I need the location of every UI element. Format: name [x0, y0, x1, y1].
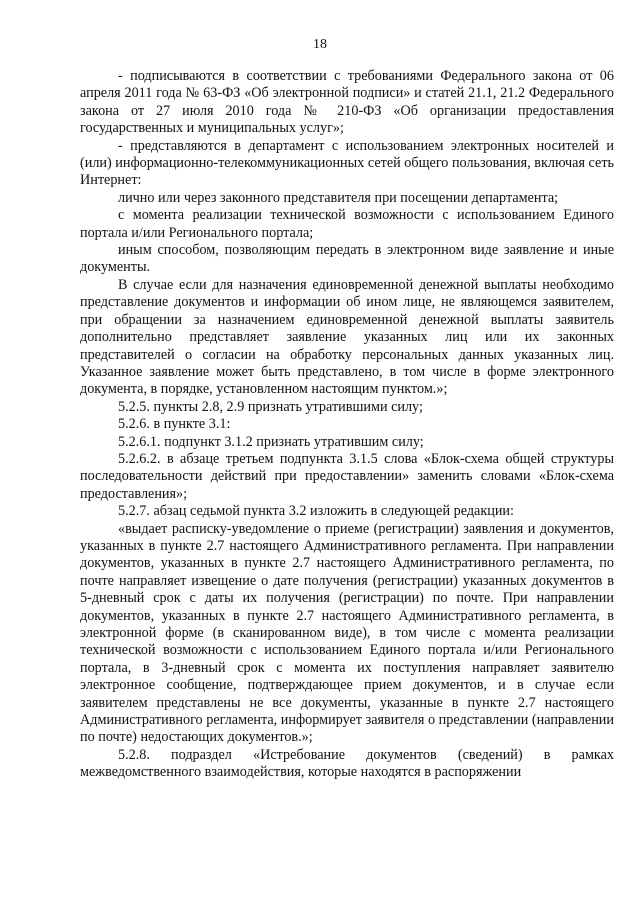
paragraph-5-2-5: 5.2.5. пункты 2.8, 2.9 признать утратившими силу; [118, 398, 423, 415]
paragraph-other-method: иным способом, позволяющим передать в электронном виде заявление и иные документы. [80, 242, 614, 276]
paragraph-5-2-7: 5.2.7. абзац седьмой пункта 3.2 изложить в следующей редакции: [118, 503, 514, 520]
paragraph-5-2-6: 5.2.6. в пункте 3.1: [118, 416, 231, 433]
paragraph-5-2-6-2: 5.2.6.2. в абзаце третьем подпункта 3.1.5 слова «Блок-схема общей структуры последовательности действий при предоставлении» заменить словами «Блок-схема предоставления»; [80, 450, 614, 502]
paragraph-consent: В случае если для назначения единовременной денежной выплаты необходимо представление документов и информации об ином лице, не являющемся заявителем, при обращении за назначением единовременной денежной выплаты заявитель дополнительно представляет заявление указанных лиц или их законных представителей о согласии на обработку персональных данных указанных лиц. Указанное заявление может быть представлено, в том числе в форме электронного документа, в порядке, установленном настоящим пунктом.»; [80, 276, 614, 398]
paragraph-in-person: лично или через законного представителя при посещении департамента; [118, 189, 559, 206]
paragraph-submission-channels: - представляются в департамент с использованием электронных носителей и (или) информационно-телекоммуникационных сетей общего пользования, включая сеть Интернет: [80, 137, 614, 189]
paragraph-signature: - подписываются в соответствии с требованиями Федерального закона от 06 апреля 2011 года № 63-ФЗ «Об электронной подписи» и статей 21.1, 21.2 Федерального закона от 27 июля 2010 года № 210-ФЗ «Об организации предоставления государственных и муниципальных услуг»; [80, 68, 614, 137]
document-body [80, 68, 614, 782]
paragraph-5-2-8: 5.2.8. подраздел «Истребование документов (сведений) в рамках межведомственного взаимодействия, которые находятся в распоряжении [80, 746, 614, 781]
paragraph-quoted-text: «выдает расписку-уведомление о приеме (регистрации) заявления и документов, указанных в пункте 2.7 настоящего Административного регламента. При направлении документов, указанных в пункте 2.7 настоящего Административного регламента, по почте направляет извещение о дате получения (регистрации) указанных документов в 5-дневный срок с даты их получения (регистрации) по почте. При направлении документов, указанных в пункте 2.7 настоящего Административного регламента, в электронной форме (в сканированном виде), в том числе с момента реализации технической возможности с использованием Единого портала и/или Регионального портала, в 3-дневный срок с момента их поступления направляет заявителю электронное сообщение, подтверждающее прием документов, и в случае если заявителем представлены не все документы, указанные в пункте 2.7 настоящего Административного регламента, информирует заявителя о представлении (направлении по почте) недостающих документов.»; [80, 520, 614, 746]
page-number: 18 [313, 37, 327, 52]
paragraph-portal: с момента реализации технической возможности с использованием Единого портала и/или Регионального портала; [80, 207, 614, 241]
paragraph-5-2-6-1: 5.2.6.1. подпункт 3.1.2 признать утратившим силу; [118, 433, 424, 450]
